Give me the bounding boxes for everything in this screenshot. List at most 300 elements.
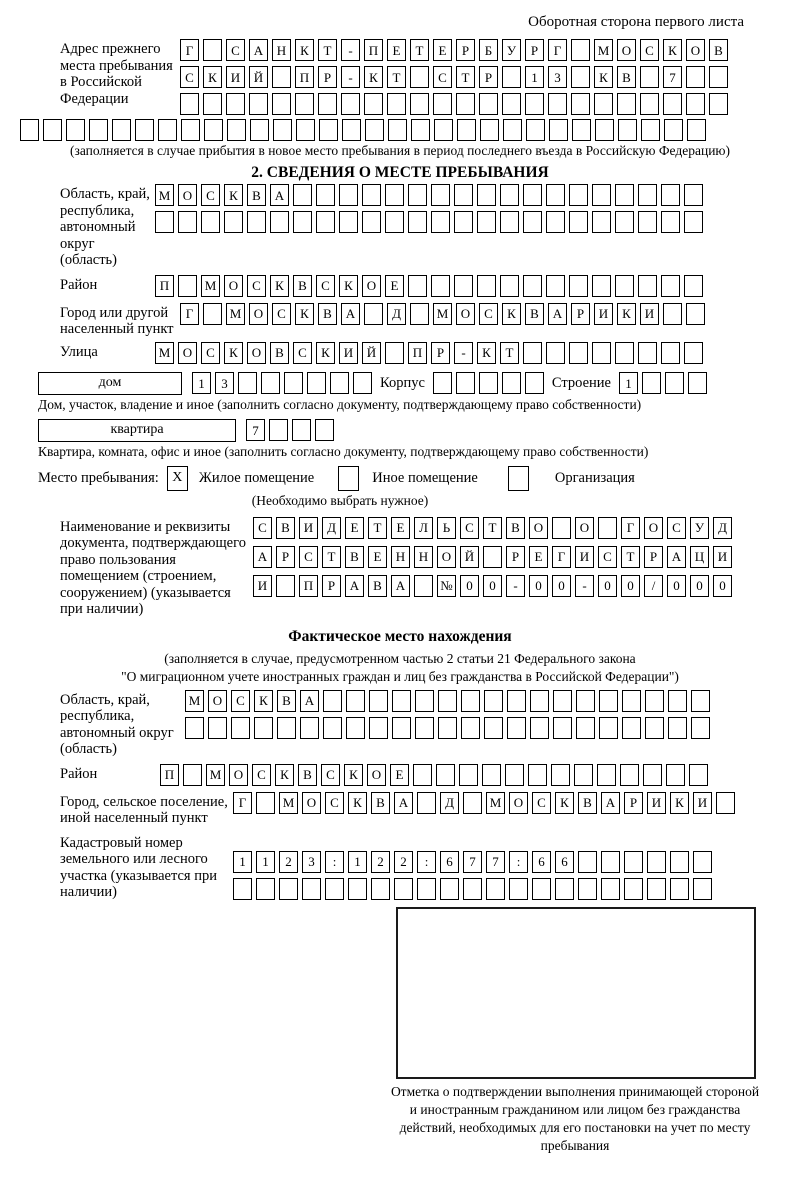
char-box[interactable]: А bbox=[249, 39, 268, 61]
char-box[interactable] bbox=[546, 342, 565, 364]
char-box[interactable]: 1 bbox=[192, 372, 211, 394]
char-box[interactable] bbox=[502, 372, 521, 394]
char-box[interactable]: Д bbox=[713, 517, 732, 539]
char-box[interactable] bbox=[203, 303, 222, 325]
char-box[interactable]: К bbox=[224, 184, 243, 206]
char-box[interactable]: О bbox=[529, 517, 548, 539]
char-box[interactable] bbox=[523, 342, 542, 364]
char-box[interactable] bbox=[528, 764, 547, 786]
char-box[interactable]: Г bbox=[621, 517, 640, 539]
char-box[interactable] bbox=[300, 717, 319, 739]
char-box[interactable]: М bbox=[486, 792, 505, 814]
char-box[interactable]: И bbox=[226, 66, 245, 88]
char-box[interactable]: Е bbox=[390, 764, 409, 786]
char-box[interactable] bbox=[693, 851, 712, 873]
char-box[interactable] bbox=[203, 39, 222, 61]
char-box[interactable] bbox=[353, 372, 372, 394]
char-box[interactable] bbox=[647, 878, 666, 900]
checkbox-other-premises[interactable] bbox=[338, 466, 359, 491]
char-box[interactable]: Н bbox=[414, 546, 433, 568]
char-box[interactable] bbox=[574, 764, 593, 786]
char-box[interactable]: Т bbox=[368, 517, 387, 539]
char-box[interactable]: В bbox=[709, 39, 728, 61]
char-box[interactable]: В bbox=[247, 184, 266, 206]
char-box[interactable] bbox=[555, 878, 574, 900]
char-box[interactable] bbox=[346, 690, 365, 712]
char-box[interactable]: И bbox=[299, 517, 318, 539]
char-box[interactable]: С bbox=[180, 66, 199, 88]
char-box[interactable] bbox=[323, 717, 342, 739]
char-box[interactable]: М bbox=[185, 690, 204, 712]
char-box[interactable]: 3 bbox=[548, 66, 567, 88]
char-box[interactable] bbox=[315, 419, 334, 441]
char-box[interactable]: С bbox=[325, 792, 344, 814]
char-box[interactable] bbox=[339, 211, 358, 233]
char-box[interactable]: Е bbox=[368, 546, 387, 568]
char-box[interactable] bbox=[500, 275, 519, 297]
char-box[interactable] bbox=[686, 66, 705, 88]
char-box[interactable] bbox=[661, 184, 680, 206]
char-box[interactable]: 7 bbox=[486, 851, 505, 873]
char-box[interactable] bbox=[238, 372, 257, 394]
char-box[interactable]: В bbox=[345, 546, 364, 568]
char-box[interactable] bbox=[385, 184, 404, 206]
char-box[interactable]: Р bbox=[525, 39, 544, 61]
char-box[interactable]: Т bbox=[322, 546, 341, 568]
char-box[interactable] bbox=[592, 211, 611, 233]
char-box[interactable] bbox=[480, 119, 499, 141]
char-box[interactable]: Р bbox=[644, 546, 663, 568]
char-box[interactable] bbox=[201, 211, 220, 233]
char-box[interactable] bbox=[684, 342, 703, 364]
char-box[interactable]: - bbox=[575, 575, 594, 597]
char-box[interactable] bbox=[224, 211, 243, 233]
char-box[interactable] bbox=[645, 717, 664, 739]
char-box[interactable]: К bbox=[295, 39, 314, 61]
char-box[interactable] bbox=[233, 878, 252, 900]
char-box[interactable]: М bbox=[226, 303, 245, 325]
checkbox-organization[interactable] bbox=[508, 466, 529, 491]
char-box[interactable] bbox=[20, 119, 39, 141]
char-box[interactable] bbox=[502, 66, 521, 88]
char-box[interactable] bbox=[185, 717, 204, 739]
char-box[interactable] bbox=[530, 717, 549, 739]
char-box[interactable] bbox=[486, 878, 505, 900]
char-box[interactable] bbox=[434, 119, 453, 141]
char-box[interactable]: Т bbox=[318, 39, 337, 61]
char-box[interactable]: 0 bbox=[529, 575, 548, 597]
char-box[interactable]: Т bbox=[410, 39, 429, 61]
char-box[interactable] bbox=[479, 372, 498, 394]
char-box[interactable] bbox=[461, 690, 480, 712]
char-box[interactable]: И bbox=[339, 342, 358, 364]
char-box[interactable] bbox=[277, 717, 296, 739]
char-box[interactable]: М bbox=[155, 184, 174, 206]
char-box[interactable]: 3 bbox=[302, 851, 321, 873]
char-box[interactable]: П bbox=[295, 66, 314, 88]
char-box[interactable]: Р bbox=[431, 342, 450, 364]
char-box[interactable] bbox=[530, 690, 549, 712]
char-box[interactable]: Д bbox=[387, 303, 406, 325]
house-type-box[interactable]: дом bbox=[38, 372, 182, 395]
char-box[interactable] bbox=[178, 275, 197, 297]
char-box[interactable] bbox=[640, 93, 659, 115]
char-box[interactable]: 7 bbox=[246, 419, 265, 441]
char-box[interactable] bbox=[204, 119, 223, 141]
char-box[interactable]: Й bbox=[362, 342, 381, 364]
char-box[interactable] bbox=[502, 93, 521, 115]
char-box[interactable]: 2 bbox=[279, 851, 298, 873]
char-box[interactable]: В bbox=[368, 575, 387, 597]
char-box[interactable] bbox=[365, 119, 384, 141]
char-box[interactable]: Е bbox=[385, 275, 404, 297]
char-box[interactable] bbox=[691, 690, 710, 712]
char-box[interactable]: Р bbox=[506, 546, 525, 568]
char-box[interactable]: С bbox=[252, 764, 271, 786]
char-box[interactable]: О bbox=[224, 275, 243, 297]
char-box[interactable] bbox=[500, 211, 519, 233]
char-box[interactable]: В bbox=[298, 764, 317, 786]
char-box[interactable] bbox=[433, 372, 452, 394]
char-box[interactable]: Б bbox=[479, 39, 498, 61]
char-box[interactable]: О bbox=[456, 303, 475, 325]
char-box[interactable] bbox=[663, 93, 682, 115]
char-box[interactable] bbox=[433, 93, 452, 115]
char-box[interactable]: Т bbox=[500, 342, 519, 364]
char-box[interactable] bbox=[592, 184, 611, 206]
char-box[interactable] bbox=[135, 119, 154, 141]
char-box[interactable] bbox=[546, 275, 565, 297]
char-box[interactable]: И bbox=[575, 546, 594, 568]
char-box[interactable]: О bbox=[229, 764, 248, 786]
char-box[interactable]: А bbox=[345, 575, 364, 597]
char-box[interactable]: С bbox=[253, 517, 272, 539]
char-box[interactable]: О bbox=[178, 342, 197, 364]
char-box[interactable] bbox=[551, 764, 570, 786]
char-box[interactable] bbox=[414, 575, 433, 597]
char-box[interactable] bbox=[684, 211, 703, 233]
char-box[interactable] bbox=[661, 275, 680, 297]
char-box[interactable]: К bbox=[555, 792, 574, 814]
char-box[interactable] bbox=[483, 546, 502, 568]
char-box[interactable] bbox=[507, 717, 526, 739]
char-box[interactable] bbox=[436, 764, 455, 786]
char-box[interactable] bbox=[269, 419, 288, 441]
char-box[interactable] bbox=[599, 717, 618, 739]
char-box[interactable] bbox=[594, 93, 613, 115]
char-box[interactable] bbox=[523, 211, 542, 233]
char-box[interactable] bbox=[417, 878, 436, 900]
char-box[interactable] bbox=[417, 792, 436, 814]
char-box[interactable] bbox=[709, 66, 728, 88]
char-box[interactable] bbox=[691, 717, 710, 739]
char-box[interactable] bbox=[507, 690, 526, 712]
char-box[interactable] bbox=[477, 275, 496, 297]
char-box[interactable] bbox=[203, 93, 222, 115]
char-box[interactable] bbox=[479, 93, 498, 115]
char-box[interactable] bbox=[663, 303, 682, 325]
char-box[interactable]: Т bbox=[621, 546, 640, 568]
char-box[interactable] bbox=[553, 690, 572, 712]
char-box[interactable] bbox=[394, 878, 413, 900]
char-box[interactable] bbox=[569, 275, 588, 297]
char-box[interactable] bbox=[155, 211, 174, 233]
char-box[interactable] bbox=[279, 878, 298, 900]
char-box[interactable]: С bbox=[316, 275, 335, 297]
char-box[interactable] bbox=[316, 184, 335, 206]
char-box[interactable] bbox=[569, 184, 588, 206]
char-box[interactable] bbox=[408, 275, 427, 297]
char-box[interactable]: Е bbox=[345, 517, 364, 539]
char-box[interactable]: К bbox=[270, 275, 289, 297]
char-box[interactable] bbox=[66, 119, 85, 141]
char-box[interactable]: 1 bbox=[525, 66, 544, 88]
char-box[interactable] bbox=[620, 764, 639, 786]
char-box[interactable]: Й bbox=[460, 546, 479, 568]
char-box[interactable] bbox=[348, 878, 367, 900]
char-box[interactable] bbox=[615, 342, 634, 364]
char-box[interactable]: - bbox=[341, 39, 360, 61]
char-box[interactable]: Р bbox=[624, 792, 643, 814]
char-box[interactable] bbox=[364, 93, 383, 115]
char-box[interactable]: Р bbox=[571, 303, 590, 325]
char-box[interactable] bbox=[342, 119, 361, 141]
char-box[interactable]: К bbox=[477, 342, 496, 364]
char-box[interactable] bbox=[456, 372, 475, 394]
char-box[interactable]: А bbox=[394, 792, 413, 814]
char-box[interactable]: 0 bbox=[713, 575, 732, 597]
char-box[interactable]: М bbox=[594, 39, 613, 61]
char-box[interactable] bbox=[709, 93, 728, 115]
char-box[interactable] bbox=[371, 878, 390, 900]
char-box[interactable]: А bbox=[341, 303, 360, 325]
char-box[interactable]: А bbox=[270, 184, 289, 206]
char-box[interactable] bbox=[668, 690, 687, 712]
char-box[interactable]: Л bbox=[414, 517, 433, 539]
char-box[interactable]: 0 bbox=[460, 575, 479, 597]
char-box[interactable] bbox=[183, 764, 202, 786]
char-box[interactable] bbox=[597, 764, 616, 786]
char-box[interactable]: № bbox=[437, 575, 456, 597]
char-box[interactable] bbox=[615, 211, 634, 233]
char-box[interactable] bbox=[247, 211, 266, 233]
char-box[interactable]: : bbox=[325, 851, 344, 873]
char-box[interactable] bbox=[638, 275, 657, 297]
char-box[interactable] bbox=[457, 119, 476, 141]
char-box[interactable]: 1 bbox=[348, 851, 367, 873]
char-box[interactable]: В bbox=[276, 517, 295, 539]
char-box[interactable]: 0 bbox=[667, 575, 686, 597]
char-box[interactable] bbox=[454, 184, 473, 206]
char-box[interactable]: С bbox=[479, 303, 498, 325]
char-box[interactable] bbox=[505, 764, 524, 786]
char-box[interactable]: С bbox=[640, 39, 659, 61]
char-box[interactable] bbox=[571, 66, 590, 88]
char-box[interactable] bbox=[617, 93, 636, 115]
char-box[interactable] bbox=[622, 717, 641, 739]
char-box[interactable] bbox=[523, 184, 542, 206]
char-box[interactable] bbox=[546, 184, 565, 206]
char-box[interactable] bbox=[500, 184, 519, 206]
char-box[interactable]: С bbox=[272, 303, 291, 325]
char-box[interactable]: С bbox=[226, 39, 245, 61]
char-box[interactable] bbox=[686, 303, 705, 325]
char-box[interactable]: Г bbox=[233, 792, 252, 814]
char-box[interactable]: В bbox=[617, 66, 636, 88]
char-box[interactable] bbox=[330, 372, 349, 394]
char-box[interactable] bbox=[641, 119, 660, 141]
char-box[interactable] bbox=[459, 764, 478, 786]
char-box[interactable]: 7 bbox=[663, 66, 682, 88]
char-box[interactable]: - bbox=[506, 575, 525, 597]
char-box[interactable]: А bbox=[300, 690, 319, 712]
char-box[interactable] bbox=[272, 66, 291, 88]
char-box[interactable]: К bbox=[295, 303, 314, 325]
char-box[interactable] bbox=[413, 764, 432, 786]
char-box[interactable]: С bbox=[201, 184, 220, 206]
char-box[interactable] bbox=[665, 372, 684, 394]
char-box[interactable]: Р bbox=[276, 546, 295, 568]
char-box[interactable]: К bbox=[502, 303, 521, 325]
char-box[interactable]: Ц bbox=[690, 546, 709, 568]
char-box[interactable] bbox=[302, 878, 321, 900]
char-box[interactable]: Ь bbox=[437, 517, 456, 539]
char-box[interactable]: К bbox=[364, 66, 383, 88]
char-box[interactable] bbox=[642, 372, 661, 394]
char-box[interactable]: С bbox=[532, 792, 551, 814]
char-box[interactable]: / bbox=[644, 575, 663, 597]
char-box[interactable] bbox=[687, 119, 706, 141]
char-box[interactable] bbox=[509, 878, 528, 900]
char-box[interactable]: : bbox=[509, 851, 528, 873]
char-box[interactable] bbox=[615, 275, 634, 297]
char-box[interactable] bbox=[688, 372, 707, 394]
char-box[interactable]: С bbox=[598, 546, 617, 568]
char-box[interactable]: О bbox=[362, 275, 381, 297]
char-box[interactable]: Е bbox=[391, 517, 410, 539]
char-box[interactable] bbox=[548, 93, 567, 115]
char-box[interactable] bbox=[364, 303, 383, 325]
char-box[interactable] bbox=[89, 119, 108, 141]
char-box[interactable] bbox=[250, 119, 269, 141]
char-box[interactable]: 6 bbox=[532, 851, 551, 873]
char-box[interactable] bbox=[552, 517, 571, 539]
char-box[interactable] bbox=[431, 275, 450, 297]
char-box[interactable] bbox=[624, 851, 643, 873]
char-box[interactable]: С bbox=[433, 66, 452, 88]
char-box[interactable] bbox=[684, 184, 703, 206]
char-box[interactable] bbox=[112, 119, 131, 141]
char-box[interactable] bbox=[454, 275, 473, 297]
char-box[interactable] bbox=[408, 184, 427, 206]
char-box[interactable] bbox=[686, 93, 705, 115]
char-box[interactable]: С bbox=[201, 342, 220, 364]
char-box[interactable]: С bbox=[299, 546, 318, 568]
char-box[interactable] bbox=[180, 93, 199, 115]
char-box[interactable]: Р bbox=[318, 66, 337, 88]
char-box[interactable]: А bbox=[391, 575, 410, 597]
char-box[interactable] bbox=[43, 119, 62, 141]
char-box[interactable] bbox=[484, 690, 503, 712]
char-box[interactable] bbox=[482, 764, 501, 786]
char-box[interactable]: 1 bbox=[233, 851, 252, 873]
char-box[interactable] bbox=[549, 119, 568, 141]
char-box[interactable] bbox=[661, 342, 680, 364]
char-box[interactable] bbox=[284, 372, 303, 394]
char-box[interactable]: 0 bbox=[690, 575, 709, 597]
char-box[interactable] bbox=[438, 717, 457, 739]
char-box[interactable] bbox=[618, 119, 637, 141]
char-box[interactable] bbox=[525, 93, 544, 115]
char-box[interactable]: И bbox=[647, 792, 666, 814]
char-box[interactable] bbox=[523, 275, 542, 297]
char-box[interactable]: Т bbox=[456, 66, 475, 88]
char-box[interactable] bbox=[578, 878, 597, 900]
char-box[interactable] bbox=[599, 690, 618, 712]
char-box[interactable] bbox=[254, 717, 273, 739]
char-box[interactable]: Г bbox=[180, 303, 199, 325]
char-box[interactable]: К bbox=[348, 792, 367, 814]
char-box[interactable] bbox=[415, 690, 434, 712]
apartment-type-box[interactable]: квартира bbox=[38, 419, 236, 442]
char-box[interactable] bbox=[553, 717, 572, 739]
char-box[interactable] bbox=[319, 119, 338, 141]
char-box[interactable]: 1 bbox=[256, 851, 275, 873]
char-box[interactable] bbox=[411, 119, 430, 141]
char-box[interactable]: И bbox=[713, 546, 732, 568]
char-box[interactable]: 2 bbox=[371, 851, 390, 873]
char-box[interactable] bbox=[369, 717, 388, 739]
char-box[interactable]: И bbox=[640, 303, 659, 325]
char-box[interactable] bbox=[231, 717, 250, 739]
char-box[interactable]: С bbox=[667, 517, 686, 539]
char-box[interactable]: 0 bbox=[621, 575, 640, 597]
char-box[interactable]: О bbox=[208, 690, 227, 712]
char-box[interactable] bbox=[431, 211, 450, 233]
char-box[interactable] bbox=[292, 419, 311, 441]
char-box[interactable]: 3 bbox=[215, 372, 234, 394]
char-box[interactable]: П bbox=[408, 342, 427, 364]
char-box[interactable]: И bbox=[594, 303, 613, 325]
char-box[interactable] bbox=[325, 878, 344, 900]
char-box[interactable]: К bbox=[670, 792, 689, 814]
char-box[interactable] bbox=[440, 878, 459, 900]
char-box[interactable]: Д bbox=[322, 517, 341, 539]
char-box[interactable] bbox=[664, 119, 683, 141]
char-box[interactable] bbox=[346, 717, 365, 739]
char-box[interactable]: С bbox=[247, 275, 266, 297]
char-box[interactable] bbox=[431, 184, 450, 206]
char-box[interactable]: О bbox=[437, 546, 456, 568]
char-box[interactable]: М bbox=[155, 342, 174, 364]
char-box[interactable] bbox=[569, 342, 588, 364]
char-box[interactable] bbox=[388, 119, 407, 141]
char-box[interactable] bbox=[339, 184, 358, 206]
char-box[interactable] bbox=[261, 372, 280, 394]
char-box[interactable] bbox=[392, 717, 411, 739]
char-box[interactable]: О bbox=[575, 517, 594, 539]
char-box[interactable]: 0 bbox=[552, 575, 571, 597]
char-box[interactable] bbox=[477, 211, 496, 233]
char-box[interactable] bbox=[385, 211, 404, 233]
char-box[interactable]: К bbox=[594, 66, 613, 88]
char-box[interactable] bbox=[410, 303, 429, 325]
char-box[interactable]: С bbox=[231, 690, 250, 712]
char-box[interactable]: О bbox=[367, 764, 386, 786]
char-box[interactable]: А bbox=[548, 303, 567, 325]
char-box[interactable]: Е bbox=[529, 546, 548, 568]
char-box[interactable] bbox=[226, 93, 245, 115]
